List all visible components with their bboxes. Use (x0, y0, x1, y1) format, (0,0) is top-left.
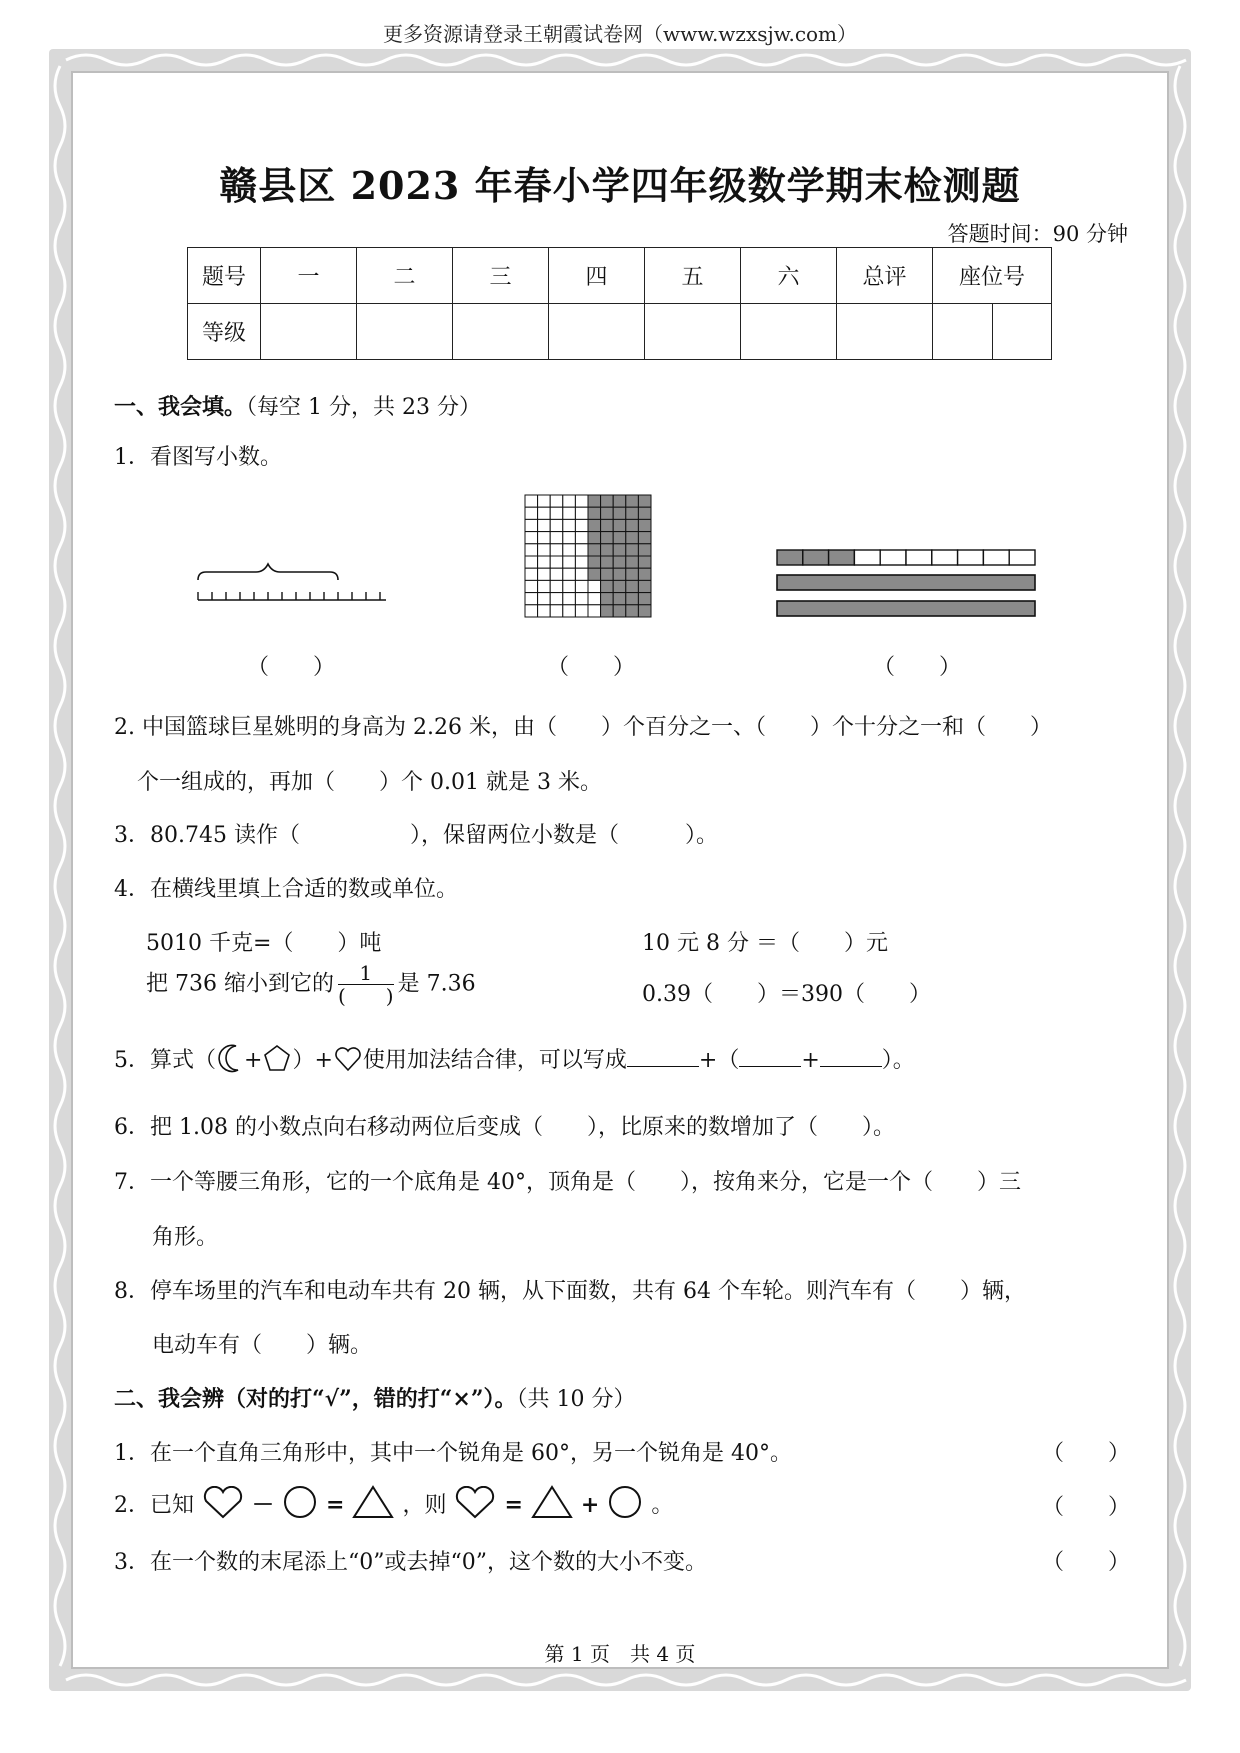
q7-line2: 角形。 (152, 1225, 219, 1250)
grid-cell (550, 519, 563, 531)
circle-icon (281, 1484, 319, 1520)
grid-cell (563, 605, 576, 617)
q1-blank-3[interactable]: （ ） (873, 655, 962, 680)
q5-blank-2[interactable] (739, 1046, 801, 1067)
grid-cell (601, 568, 614, 580)
grid-cell (613, 605, 626, 617)
score-header-cell: 五 (645, 248, 741, 304)
grid-cell (626, 568, 639, 580)
grid-cell (588, 544, 601, 556)
heart-icon (453, 1486, 497, 1520)
grid-cell (638, 507, 651, 519)
grid-cell (626, 495, 639, 507)
grid-cell (525, 580, 538, 592)
q4-c (146, 962, 476, 1007)
score-table (187, 247, 1052, 360)
grid-cell (575, 532, 588, 544)
q1-blank-1[interactable]: （ ） (247, 655, 336, 680)
grade-cell[interactable] (549, 304, 645, 360)
section2-note: （共 10 分） (516, 1387, 636, 1412)
strip-cell (880, 550, 906, 565)
fraction-numerator: 1 (338, 962, 394, 985)
grid-cell (638, 495, 651, 507)
strip-cell (932, 550, 958, 565)
q5-text (114, 1043, 915, 1074)
grid-cell (601, 580, 614, 592)
score-header-cell: 四 (549, 248, 645, 304)
strip-cell (854, 550, 880, 565)
grid-cell (538, 544, 551, 556)
hundred-grid-figure (524, 494, 654, 620)
strip-cell (983, 550, 1009, 565)
grid-cell (638, 544, 651, 556)
q5-plus-b: ）+ (292, 1048, 333, 1073)
grid-cell (525, 507, 538, 519)
section1-heading (114, 390, 481, 421)
q4-c-pre: 把 736 缩小到它的 (146, 971, 334, 997)
grid-cell (563, 593, 576, 605)
grid-cell (525, 568, 538, 580)
grid-cell (601, 495, 614, 507)
section1-note: （每空 1 分，共 23 分） (246, 395, 481, 420)
grade-label: 等级 (188, 304, 261, 360)
time-note: 答题时间：90 分钟 (947, 222, 1128, 246)
q5-blank-1[interactable] (627, 1046, 699, 1067)
s2-q2-minus: － (252, 1492, 275, 1518)
s2-q2-plus: + (580, 1492, 600, 1518)
grade-cell[interactable] (261, 304, 357, 360)
strip-cell (829, 550, 855, 565)
grade-cell[interactable] (357, 304, 453, 360)
grid-cell (613, 568, 626, 580)
q5-pre: 5．算式（ (114, 1048, 216, 1073)
grid-cell (638, 519, 651, 531)
grid-cell (601, 593, 614, 605)
section1-title: 一、我会填。 (114, 394, 247, 420)
grade-cell[interactable] (453, 304, 549, 360)
grid-cell (626, 605, 639, 617)
q2-line2: 个一组成的，再加（ ）个 0.01 就是 3 米。 (137, 770, 602, 795)
grid-cell (626, 593, 639, 605)
grade-cell[interactable] (741, 304, 837, 360)
grid-cell (638, 568, 651, 580)
grid-cell (588, 556, 601, 568)
q8-line1: 8．停车场里的汽车和电动车共有 20 辆，从下面数，共有 64 个车轮。则汽车有（ ）辆， (114, 1279, 1026, 1304)
grid-cell (601, 605, 614, 617)
grid-cell (550, 605, 563, 617)
grid-cell (626, 580, 639, 592)
strip-cell (777, 550, 803, 565)
s2-q2-pre: 2．已知 (114, 1493, 194, 1518)
score-table-grade-row (188, 304, 1052, 360)
grid-cell (575, 593, 588, 605)
strip-cell (906, 550, 932, 565)
q6-text: 6．把 1.08 的小数点向右移动两位后变成（ ），比原来的数增加了（ ）。 (114, 1115, 895, 1140)
grid-cell (613, 495, 626, 507)
grid-cell (575, 519, 588, 531)
s2-q2-then: ，则 (402, 1493, 447, 1518)
grid-cell (613, 532, 626, 544)
section2-heading (114, 1382, 636, 1413)
grid-cell (626, 519, 639, 531)
grid-cell (550, 495, 563, 507)
seat-cell[interactable] (992, 304, 1052, 360)
grid-cell (588, 568, 601, 580)
grid-cell (601, 532, 614, 544)
moon-icon (216, 1043, 244, 1073)
grid-cell (575, 580, 588, 592)
grid-cell (588, 532, 601, 544)
grid-cell (575, 544, 588, 556)
score-header-cell: 座位号 (933, 248, 1052, 304)
page-footer: 第 1 页 共 4 页 (544, 1642, 696, 1666)
header-link[interactable]: 更多资源请登录王朝霞试卷网（www.wzxsjw.com） (382, 22, 858, 46)
q5-plus-a: + (244, 1048, 263, 1073)
q5-end: ）。 (881, 1048, 915, 1073)
grid-cell (550, 580, 563, 592)
s2-q3-text: 3．在一个数的末尾添上“0”或去掉“0”，这个数的大小不变。 (114, 1550, 707, 1575)
score-header-cell: 二 (357, 248, 453, 304)
q1-blank-2[interactable]: （ ） (547, 655, 636, 680)
grid-cell (601, 544, 614, 556)
strip-cell (958, 550, 984, 565)
grid-cell (588, 593, 601, 605)
q4-a: 5010 千克=（ ）吨 (146, 931, 382, 956)
grid-cell (613, 507, 626, 519)
s2-q2-eq-1: = (326, 1492, 345, 1518)
grid-cell (563, 532, 576, 544)
grid-cell (563, 568, 576, 580)
grid-cell (550, 568, 563, 580)
s2-q2-eq-2: = (504, 1492, 523, 1518)
grid-cell (601, 507, 614, 519)
grid-cell (538, 495, 551, 507)
grid-cell (550, 544, 563, 556)
grid-cell (550, 556, 563, 568)
fraction-denominator[interactable]: ( ) (337, 984, 394, 1008)
s2-q2-answer[interactable]: （ ） (1042, 1495, 1131, 1520)
grid-cell (638, 556, 651, 568)
grid-cell (575, 507, 588, 519)
grid-cell (601, 519, 614, 531)
grid-cell (588, 605, 601, 617)
grid-cell (538, 556, 551, 568)
grid-cell (613, 544, 626, 556)
score-header-cell: 总评 (837, 248, 933, 304)
grade-cell[interactable] (645, 304, 741, 360)
score-table-header-row (188, 248, 1052, 304)
grid-cell (538, 605, 551, 617)
s2-q3-answer[interactable]: （ ） (1042, 1550, 1131, 1575)
triangle-icon (351, 1484, 395, 1520)
q5-blank-3[interactable] (820, 1046, 882, 1067)
grid-cell (613, 519, 626, 531)
q5-post: 使用加法结合律，可以写成 (362, 1048, 627, 1073)
q1-text: 1．看图写小数。 (114, 445, 282, 470)
q4-b: 10 元 8 分 ＝（ ）元 (642, 931, 888, 956)
grid-cell (588, 580, 601, 592)
grid-cell (588, 495, 601, 507)
grid-cell (575, 495, 588, 507)
q7-line1: 7．一个等腰三角形，它的一个底角是 40°，顶角是（ ），按角来分，它是一个（ ）三 (114, 1170, 1021, 1195)
strip-cell (1009, 550, 1035, 565)
grid-cell (601, 556, 614, 568)
q4-text: 4．在横线里填上合适的数或单位。 (114, 877, 458, 902)
grade-cell[interactable] (837, 304, 933, 360)
heart-icon (333, 1045, 363, 1073)
grid-cell (525, 532, 538, 544)
fraction (338, 962, 394, 1007)
s2-q1-answer[interactable]: （ ） (1042, 1441, 1131, 1466)
pentagon-icon (262, 1043, 292, 1073)
grid-cell (538, 568, 551, 580)
grid-cell (575, 605, 588, 617)
grid-cell (525, 605, 538, 617)
grid-cell (538, 519, 551, 531)
grid-cell (575, 556, 588, 568)
grid-cell (638, 532, 651, 544)
grid-cell (613, 580, 626, 592)
page-title: 赣县区 2023 年春小学四年级数学期末检测题 (219, 163, 1021, 208)
grid-cell (538, 580, 551, 592)
q4-c-post: 是 7.36 (397, 971, 476, 997)
grid-cell (638, 593, 651, 605)
grid-cell (550, 532, 563, 544)
grid-cell (588, 507, 601, 519)
grid-cell (563, 544, 576, 556)
grid-cell (525, 495, 538, 507)
grid-cell (538, 593, 551, 605)
grid-cell (563, 507, 576, 519)
grid-cell (538, 532, 551, 544)
grid-cell (525, 556, 538, 568)
score-header-cell: 六 (741, 248, 837, 304)
grid-cell (550, 593, 563, 605)
grid-cell (613, 593, 626, 605)
q5-plus-2: + (801, 1048, 820, 1073)
grid-cell (638, 580, 651, 592)
score-header-cell: 三 (453, 248, 549, 304)
grid-cell (613, 556, 626, 568)
grid-cell (563, 495, 576, 507)
grid-cell (588, 519, 601, 531)
seat-cell[interactable] (933, 304, 993, 360)
grid-cell (626, 507, 639, 519)
grid-cell (563, 580, 576, 592)
grid-cell (525, 593, 538, 605)
section2-title: 二、我会辨（对的打“√”，错的打“×”）。 (114, 1386, 517, 1412)
q8-line2: 电动车有（ ）辆。 (152, 1333, 373, 1358)
q2-line1: 2. 中国篮球巨星姚明的身高为 2.26 米，由（ ）个百分之一、（ ）个十分之一和（ ） (114, 715, 1052, 740)
s2-q2-text (114, 1484, 673, 1520)
grid-cell (563, 519, 576, 531)
triangle-icon (530, 1484, 574, 1520)
grid-cell (575, 568, 588, 580)
strip-cell (803, 550, 829, 565)
circle-icon (606, 1484, 644, 1520)
q5-plus-1: +（ (698, 1048, 740, 1073)
number-line-figure (196, 560, 388, 610)
grid-cell (563, 556, 576, 568)
score-header-cell: 一 (261, 248, 357, 304)
grid-cell (638, 605, 651, 617)
s2-q1-text: 1．在一个直角三角形中，其中一个锐角是 60°，另一个锐角是 40°。 (114, 1441, 792, 1466)
strip-figure (776, 548, 1038, 620)
q4-d: 0.39（ ）＝390（ ） (642, 982, 931, 1007)
s2-q2-end: 。 (651, 1493, 674, 1518)
q3-text: 3．80.745 读作（ ），保留两位小数是（ ）。 (114, 823, 718, 848)
grid-cell (525, 519, 538, 531)
heart-icon (201, 1486, 245, 1520)
grid-cell (626, 532, 639, 544)
grid-cell (538, 507, 551, 519)
grid-cell (626, 544, 639, 556)
grid-cell (550, 507, 563, 519)
score-header-cell: 题号 (188, 248, 261, 304)
grid-cell (525, 544, 538, 556)
grid-cell (626, 556, 639, 568)
